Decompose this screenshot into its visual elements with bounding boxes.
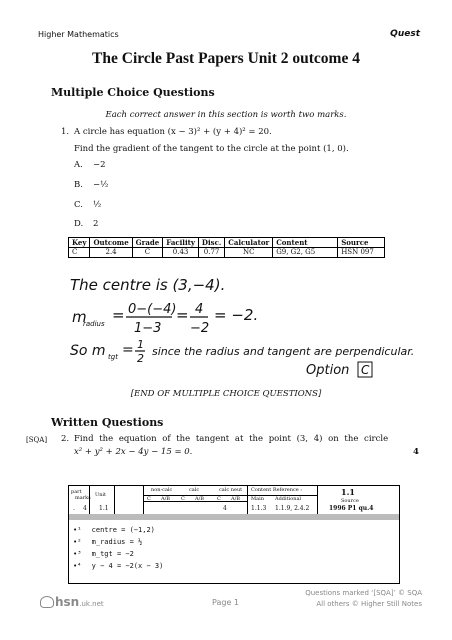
option-label: A.	[74, 160, 83, 170]
solution-reason: since the radius and tangent are perpendicular.	[152, 345, 415, 358]
scan-gray-band	[69, 514, 399, 520]
solution-so-m: So m	[70, 343, 106, 359]
scan-subheader: A/B	[195, 496, 204, 502]
solution-num3: 1	[137, 338, 144, 351]
step-text: m_tgt = −2	[91, 550, 134, 558]
table-row	[69, 248, 385, 258]
list-item	[73, 560, 163, 572]
table-cell: G9, G2, G5	[273, 248, 338, 258]
page-title: The Circle Past Papers Unit 2 outcome 4	[92, 50, 360, 67]
scan-divider	[247, 486, 248, 514]
handwritten-solution	[68, 270, 415, 378]
step-text: centre = (−1,2)	[91, 526, 155, 534]
list-item	[73, 536, 163, 548]
q1-number: 1.	[61, 127, 70, 137]
scan-cell: 1.1	[99, 505, 109, 512]
solution-num2: 4	[195, 302, 204, 317]
step-text: m_radius = ½	[91, 538, 143, 546]
solution-option-text: Option	[306, 363, 350, 378]
copyright-hsn: All others © Higher Still Notes	[316, 600, 422, 608]
scan-header-cell: 1.1	[341, 487, 355, 497]
q2-equation: x² + y² + 2x − 4y − 15 = 0.	[74, 447, 193, 457]
solution-den: 1−3	[134, 321, 162, 336]
marking-scheme-scan	[68, 485, 400, 584]
logo-suffix: .uk.net	[79, 600, 104, 608]
list-item	[73, 548, 163, 560]
scan-header-cell: calc	[189, 487, 200, 493]
option-value: −2	[93, 160, 106, 170]
table-header: Disc.	[198, 238, 224, 248]
scan-subheader: A/B	[161, 496, 170, 502]
scan-header-cell: Content Reference :	[251, 487, 302, 493]
scan-header	[69, 486, 399, 515]
scan-cell: .	[73, 505, 75, 512]
solution-option-letter: C	[361, 363, 370, 377]
scan-cell: 1.1.9, 2.4.2	[275, 505, 310, 512]
scan-subheader: C	[217, 496, 221, 502]
logo-text: hsn	[55, 595, 80, 609]
scan-divider	[143, 486, 144, 514]
step-bullet: •³	[73, 550, 82, 558]
sqa-tag: [SQA]	[26, 436, 48, 444]
scan-header-cell: Unit	[95, 492, 107, 498]
step-bullet: •²	[73, 538, 82, 546]
solution-line-1: The centre is (3,−4).	[70, 276, 226, 294]
scan-subheader: C	[181, 496, 185, 502]
table-header: Content	[273, 238, 338, 248]
option-value: 2	[93, 219, 99, 229]
mc-heading: Multiple Choice Questions	[51, 86, 215, 99]
table-cell: 2.4	[90, 248, 132, 258]
solution-m-sub: radius	[83, 320, 105, 328]
scan-subheader: Additional	[275, 496, 302, 502]
footer-logo	[40, 595, 104, 609]
equals-sign: =	[176, 306, 189, 324]
scan-steps	[73, 524, 163, 572]
q1-subtext: Find the gradient of the tangent to the circle at the point (1, 0).	[74, 144, 349, 154]
scan-header-cell: part	[71, 489, 82, 495]
equals-sign: =	[122, 342, 134, 358]
option-label: D.	[74, 219, 84, 229]
table-cell: 0.43	[163, 248, 199, 258]
scan-cell: 1996 P1 qu.4	[329, 505, 374, 512]
solution-den3: 2	[137, 352, 144, 365]
scan-header-cell: calc neut	[219, 487, 243, 493]
scan-cell: 4	[83, 505, 87, 512]
copyright-sqa: Questions marked ‘[SQA]’ © SQA	[305, 589, 422, 597]
header-brand: Quest	[390, 29, 420, 39]
option-label: C.	[74, 200, 83, 210]
step-bullet: •¹	[73, 526, 82, 534]
scan-divider	[114, 486, 115, 514]
solution-num: 0−(−4)	[128, 302, 177, 317]
scan-cell: 1.1.3	[251, 505, 267, 512]
header-subject: Higher Mathematics	[38, 30, 119, 39]
table-header: Facility	[163, 238, 199, 248]
scan-subheader: A/B	[231, 496, 240, 502]
scan-header-cell: marks	[75, 495, 91, 501]
table-header: Source	[338, 238, 385, 248]
table-cell: NC	[225, 248, 273, 258]
table-cell: HSN 097	[338, 248, 385, 258]
solution-tgt-sub: tgt	[108, 353, 118, 361]
table-header: Outcome	[90, 238, 132, 248]
table-header-row	[69, 238, 385, 248]
q2-marks: 4	[413, 447, 419, 457]
scan-header-cell: non-calc	[151, 487, 173, 493]
q2-number: 2.	[61, 434, 70, 444]
table-header: Calculator	[225, 238, 273, 248]
table-cell: C	[69, 248, 90, 258]
step-bullet: •⁴	[73, 562, 82, 570]
scan-subheader: Source	[341, 498, 359, 504]
q1-info-table	[68, 237, 385, 258]
option-value: ½	[93, 200, 102, 210]
mc-end: [END OF MULTIPLE CHOICE QUESTIONS]	[130, 389, 322, 399]
step-text: y − 4 = −2(x − 3)	[91, 562, 164, 570]
option-label: B.	[74, 180, 83, 190]
list-item	[73, 524, 163, 536]
mc-note: Each correct answer in this section is worth two marks.	[105, 110, 347, 120]
table-header: Grade	[132, 238, 163, 248]
option-value: −½	[93, 180, 109, 190]
hsn-logo-icon	[40, 596, 54, 608]
solution-result: = −2.	[214, 306, 259, 324]
q2-text: Find the equation of the tangent at the point (3, 4) on the circle	[74, 434, 389, 444]
scan-cell: 4	[223, 505, 227, 512]
solution-m-label: m	[72, 308, 87, 326]
scan-subheader: Main	[251, 496, 264, 502]
page-number: Page 1	[212, 598, 239, 607]
equals-sign: =	[112, 306, 125, 324]
solution-den2: −2	[190, 321, 210, 336]
table-header: Key	[69, 238, 90, 248]
scan-subheader: C	[147, 496, 151, 502]
footer-copyright	[305, 588, 422, 610]
table-cell: C	[132, 248, 163, 258]
q1-text: A circle has equation (x − 3)² + (y + 4)² = 20.	[74, 127, 272, 137]
written-heading: Written Questions	[51, 416, 164, 429]
table-cell: 0.77	[198, 248, 224, 258]
